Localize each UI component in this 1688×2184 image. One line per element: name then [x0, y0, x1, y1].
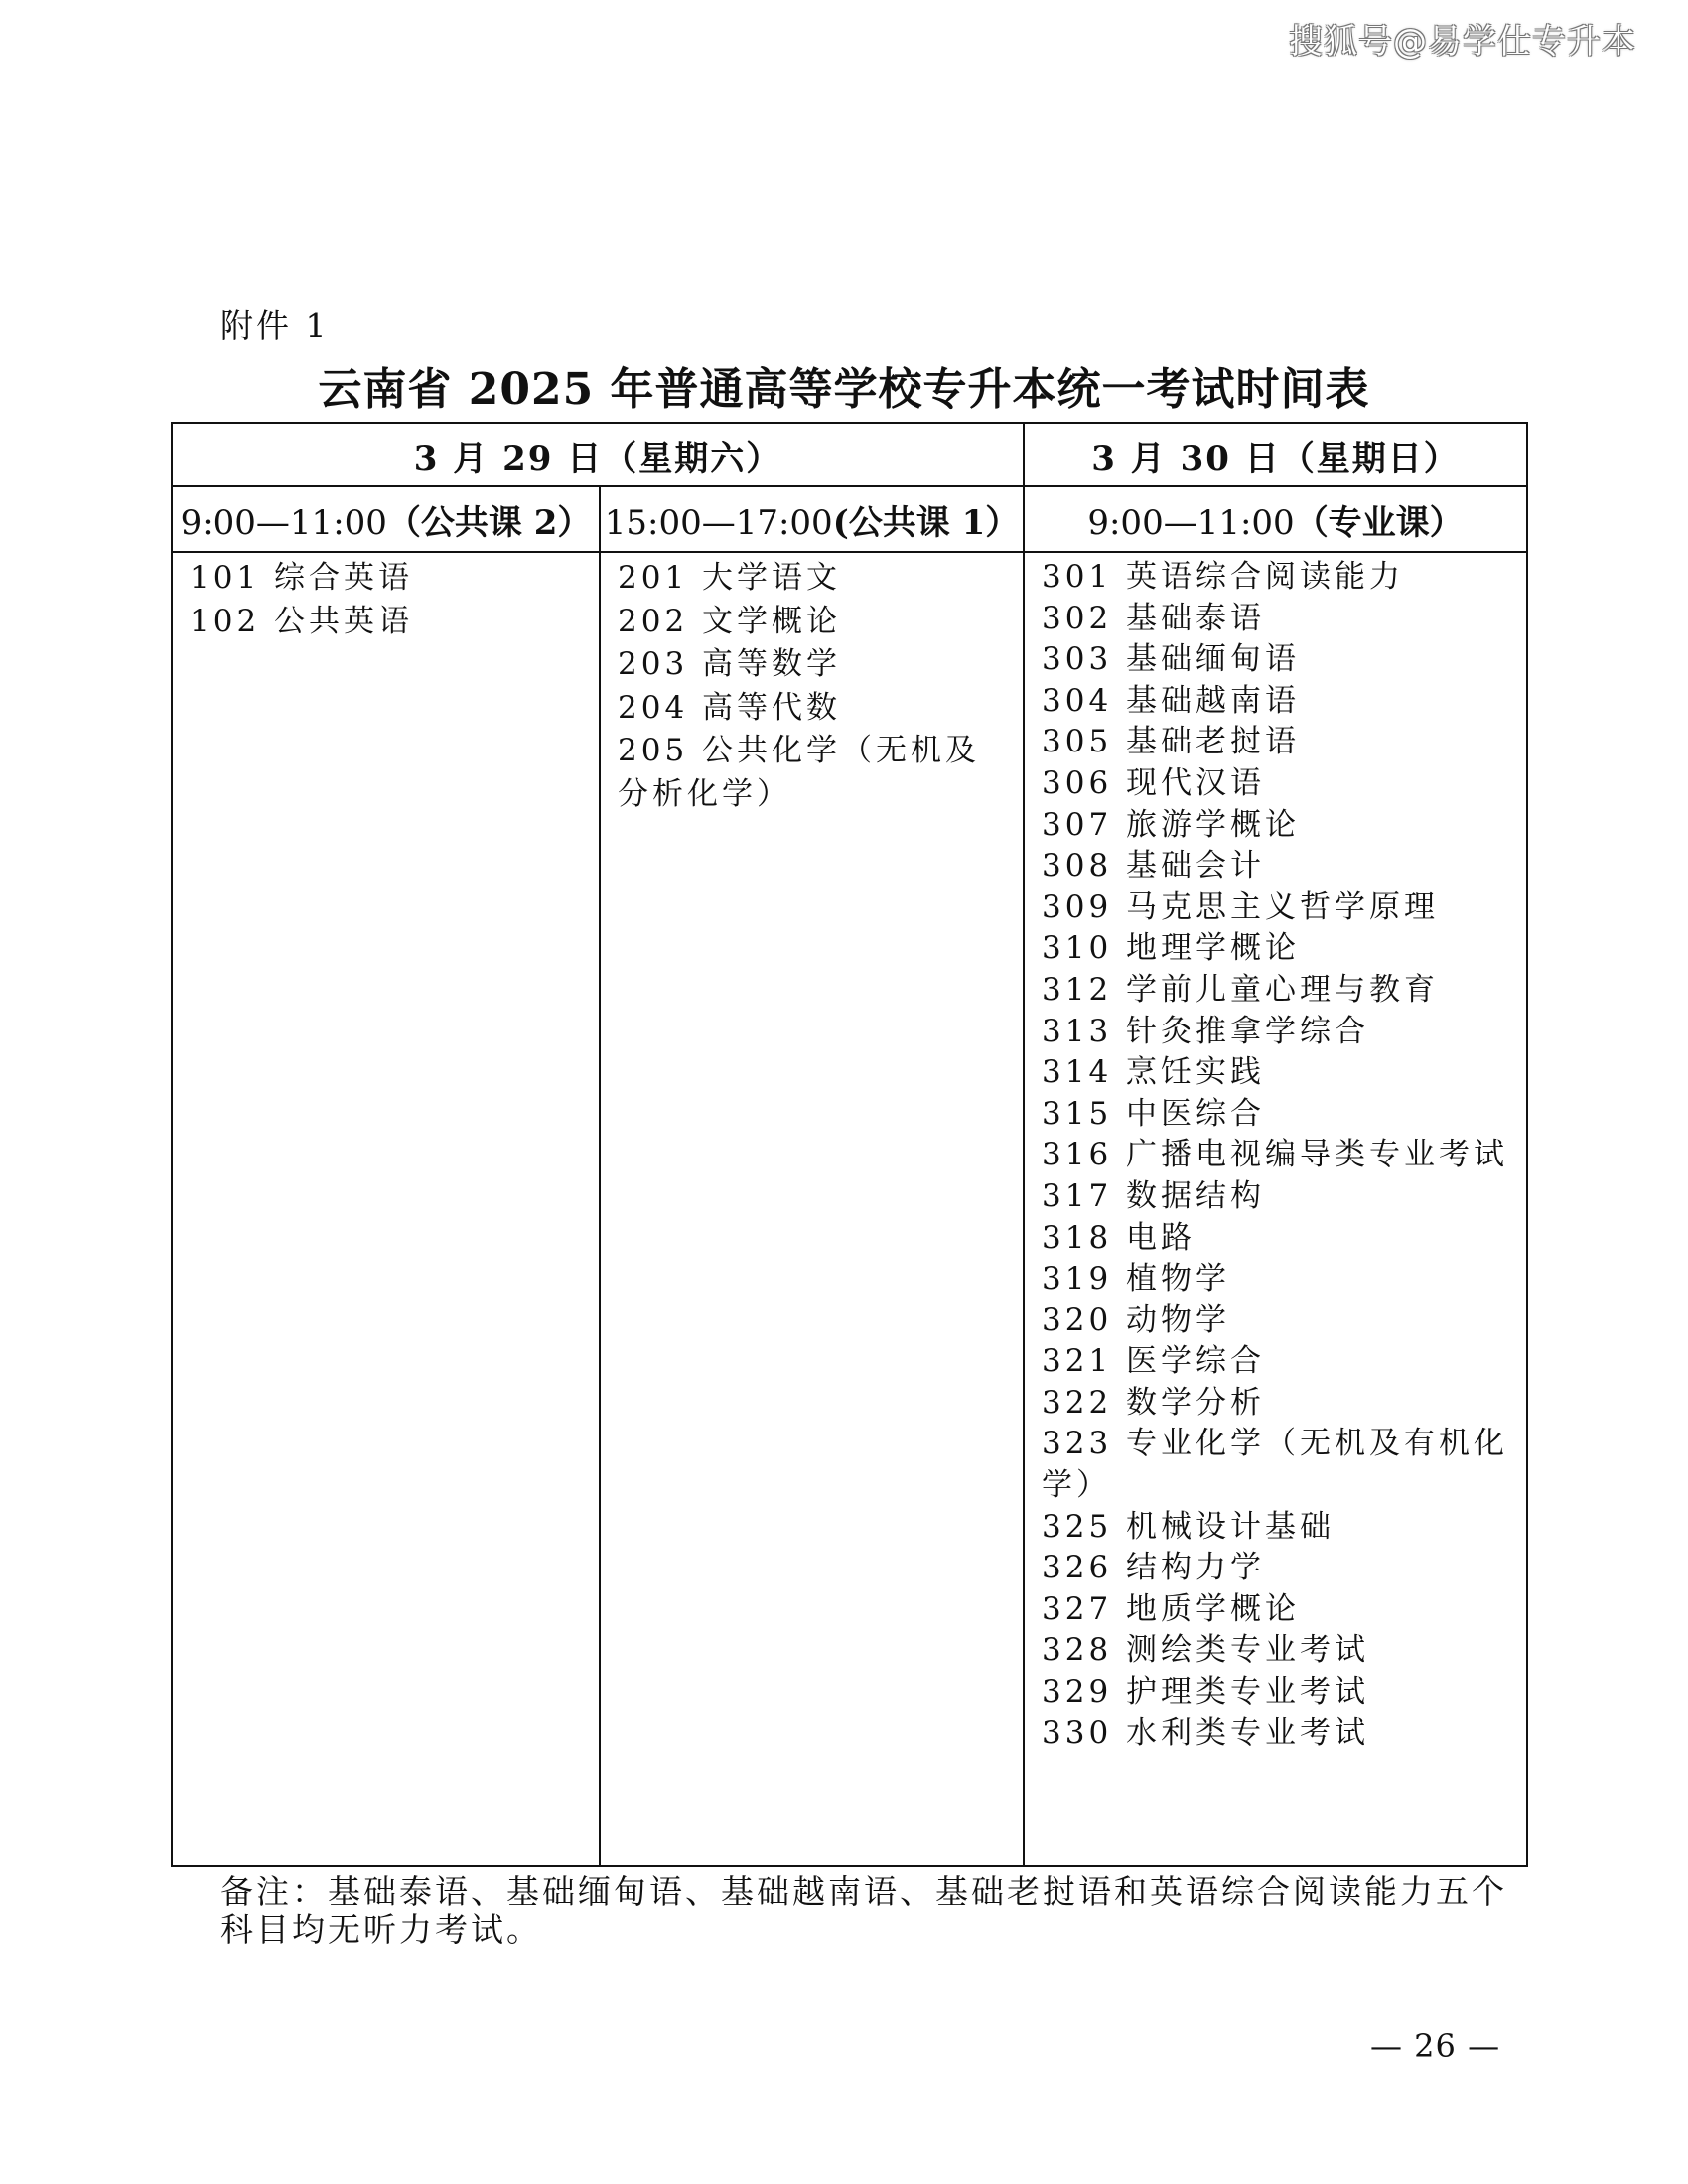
subject-item: 328 测绘类专业考试 — [1042, 1632, 1370, 1669]
public1-subject-list — [601, 557, 1023, 816]
slot-kind: （公共课 2） — [386, 502, 592, 543]
subject-item: 202 文学概论 — [618, 603, 842, 639]
subject-item: 310 地理学概论 — [1042, 930, 1301, 967]
subject-item: 205 公共化学（无机及分析化学） — [618, 733, 981, 812]
subject-item: 201 大学语文 — [618, 560, 842, 596]
subject-item: 330 水利类专业考试 — [1042, 1714, 1370, 1751]
day-header-row — [172, 423, 1527, 486]
subject-item: 305 基础老挝语 — [1042, 724, 1301, 760]
subject-item: 315 中医综合 — [1042, 1095, 1266, 1132]
major-subject-list — [1025, 557, 1526, 1754]
subject-item: 303 基础缅甸语 — [1042, 641, 1301, 678]
subject-item: 306 现代汉语 — [1042, 764, 1266, 801]
subject-item: 102 公共英语 — [190, 603, 414, 639]
slot-time: 9:00—11:00 — [1087, 502, 1295, 543]
subject-item: 322 数学分析 — [1042, 1384, 1266, 1421]
remark-note: 备注：基础泰语、基础缅甸语、基础越南语、基础老挝语和英语综合阅读能力五个科目均无听力考试。 — [220, 1872, 1507, 1949]
public2-subjects-cell — [172, 552, 600, 1866]
subject-item: 304 基础越南语 — [1042, 682, 1301, 719]
slot-time: 15:00—17:00 — [604, 502, 833, 543]
subject-item: 307 旅游学概论 — [1042, 806, 1301, 843]
slot-kind: （专业课） — [1294, 502, 1464, 543]
subject-list-row — [172, 552, 1527, 1866]
subject-item: 320 动物学 — [1042, 1301, 1231, 1338]
day-header-mar29: 3 月 29 日（星期六） — [172, 423, 1024, 486]
subject-item: 314 烹饪实践 — [1042, 1054, 1266, 1091]
attachment-label: 附件 1 — [220, 306, 330, 344]
subject-item: 329 护理类专业考试 — [1042, 1674, 1370, 1710]
subject-item: 204 高等代数 — [618, 689, 842, 726]
subject-item: 316 广播电视编导类专业考试 — [1042, 1137, 1509, 1173]
document-title: 云南省 2025 年普通高等学校专升本统一考试时间表 — [318, 364, 1370, 415]
slot-header-row — [172, 486, 1527, 552]
subject-item: 312 学前儿童心理与教育 — [1042, 971, 1440, 1008]
day-header-mar30: 3 月 30 日（星期日） — [1024, 423, 1527, 486]
subject-item: 317 数据结构 — [1042, 1177, 1266, 1214]
slot-time: 9:00—11:00 — [180, 502, 387, 543]
major-subjects-cell — [1024, 552, 1527, 1866]
slot-header-major — [1024, 486, 1527, 552]
subject-item: 301 英语综合阅读能力 — [1042, 559, 1405, 595]
subject-item: 302 基础泰语 — [1042, 600, 1266, 636]
subject-item: 321 医学综合 — [1042, 1343, 1266, 1380]
subject-item: 318 电路 — [1042, 1219, 1196, 1256]
subject-item: 313 针灸推拿学综合 — [1042, 1013, 1370, 1049]
subject-item: 101 综合英语 — [190, 560, 414, 596]
subject-item: 325 机械设计基础 — [1042, 1508, 1336, 1545]
slot-header-public1 — [600, 486, 1024, 552]
subject-item: 323 专业化学（无机及有机化学） — [1042, 1426, 1509, 1504]
public2-subject-list — [173, 557, 599, 643]
public1-subjects-cell — [600, 552, 1024, 1866]
slot-header-public2 — [172, 486, 600, 552]
page-number: — 26 — — [1370, 2027, 1501, 2065]
exam-schedule-table — [171, 422, 1528, 1867]
subject-item: 327 地质学概论 — [1042, 1590, 1301, 1627]
slot-kind: (公共课 1） — [832, 502, 1020, 543]
subject-item: 319 植物学 — [1042, 1261, 1231, 1297]
subject-item: 309 马克思主义哲学原理 — [1042, 888, 1440, 925]
subject-item: 308 基础会计 — [1042, 848, 1266, 885]
watermark: 搜狐号@易学仕专升本 — [1289, 22, 1636, 62]
subject-item: 326 结构力学 — [1042, 1550, 1266, 1586]
subject-item: 203 高等数学 — [618, 646, 842, 682]
